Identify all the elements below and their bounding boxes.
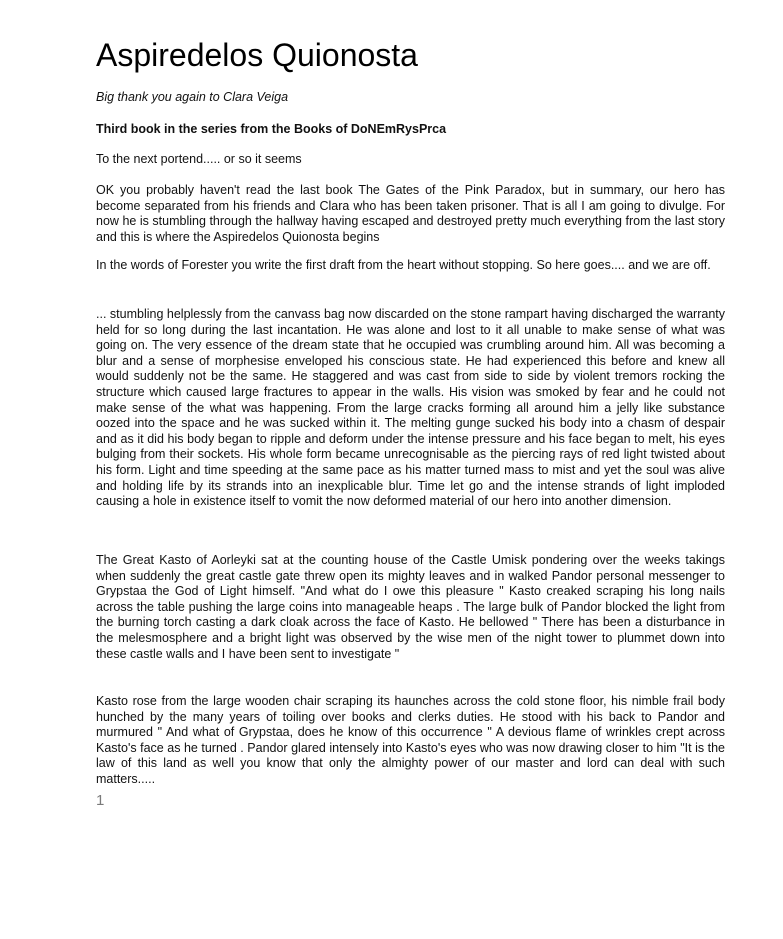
page-number: 1 (96, 792, 105, 809)
paragraph-forester: In the words of Forester you write the first draft from the heart without stopping. So here goes.... and we are off. (96, 258, 711, 272)
dedication-line: Big thank you again to Clara Veiga (96, 90, 289, 104)
series-line: Third book in the series from the Books of DoNEmRysPrca (96, 122, 447, 136)
paragraph-summary: OK you probably haven't read the last book The Gates of the Pink Paradox, but in summary, our hero has become separated from his friends and Clara who has been taken prisoner. That is all I am going to divulge. For now he is stumbling through the hallway having escaped and destroyed pretty much everything from the last story and this is where the Aspiredelos Quionosta begins (96, 183, 725, 244)
paragraph-kasto: The Great Kasto of Aorleyki sat at the counting house of the Castle Umisk pondering over the weeks takings when suddenly the great castle gate threw open its mighty leaves and in walked Pandor personal messenger to Grypstaa the God of Light himself. "And what do I owe this pleasure " Kasto creaked scraping his long nails across the table pushing the large coins into manageable heaps . The large bulk of Pandor blocked the light from the burning torch casting a dark cloak across the face of Kasto. He bellowed " There has been a disturbance in the melesmosphere and a bright light was observed by the wise men of the night tower to plummet down into these castle walls and I have been sent to investigate " (96, 553, 725, 661)
paragraph-intro: To the next portend..... or so it seems (96, 152, 302, 166)
paragraph-kasto-rose: Kasto rose from the large wooden chair scraping its haunches across the cold stone floor, his nimble frail body hunched by the many years of toiling over books and clerks duties. He stood with his back to Pandor and murmured " And what of Grypstaa, does he know of this occurrence " A devious flame of wrinkles crept across Kasto's face as he turned . Pandor glared intensely into Kasto's eyes who was now drawing closer to him "It is the law of this land as well you know that only the almighty power of our master and lord can deal with such matters..... (96, 694, 725, 786)
paragraph-stumbling: ... stumbling helplessly from the canvass bag now discarded on the stone rampart having discharged the warranty held for so long during the last incantation. He was alone and lost to it all unable to make sense of what was going on. The very essence of the dream state that he occupied was crumbling around him. All was becoming a blur and a sense of morphesise enveloped his conscious state. He had experienced this before and knew all would suddenly not be the same. He staggered and was cast from side to side by violent tremors rocking the structure which caused large fractures to appear in the walls. His vision was smoked by fear and he could not make sense of the what was happening. From the large cracks forming all around him a jelly like substance oozed into the space and he was sucked within it. The melting gunge sucked his body into a chasm of despair and as it did his body began to ripple and deform under the intense pressure and his face began to melt, his eyes bulging from their sockets. His whole form became unrecognisable as the piercing rays of red light twisted about his form. Light and time speeding at the same pace as his matter turned mass to mist and yet the soul was alive and holding life by its strands into an inexplicable blur. Time let go and the intense strands of light imploded causing a hole in existence itself to vomit the now deformed material of our hero into another dimension. (96, 307, 725, 509)
document-title: Aspiredelos Quionosta (96, 37, 418, 73)
